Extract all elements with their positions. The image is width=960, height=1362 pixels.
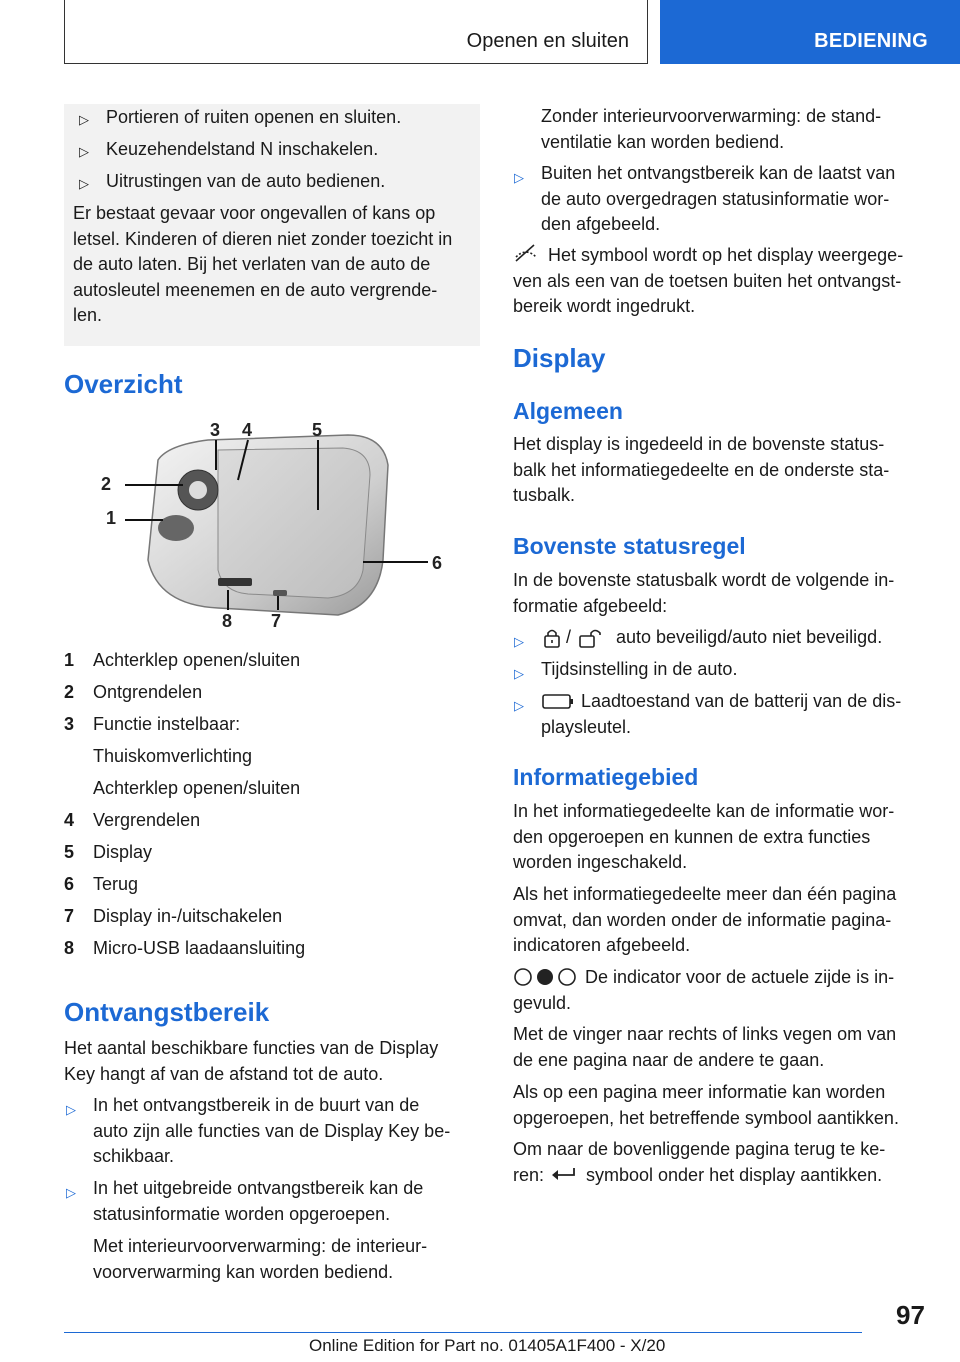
warning-text-line: Er bestaat gevaar voor ongevallen of kans op	[73, 203, 436, 223]
legend-number: 2	[64, 682, 75, 702]
legend-number: 7	[64, 906, 75, 926]
info-line: worden ingeschakeld.	[513, 852, 688, 872]
ontvangst-bullet-line: den afgebeeld.	[541, 214, 661, 234]
info-line: Als het informatiegedeelte meer dan één pagina	[513, 884, 897, 904]
ontvangst-bullet-line: de auto overgedragen statusinformatie wor-	[541, 188, 890, 209]
info-line: de ene pagina naar de andere te gaan.	[513, 1049, 825, 1070]
legend-number: 3	[64, 714, 75, 734]
chapter-title: BEDIENING	[814, 30, 928, 52]
legend-label: Terug	[93, 874, 139, 894]
legend-label: Vergrendelen	[93, 810, 201, 830]
bullet-triangle-icon: ▷	[66, 1185, 76, 1200]
warning-text-line: autosleutel meenemen en de auto vergrende-	[73, 279, 438, 300]
legend-label: Ontgrendelen	[93, 682, 203, 702]
algemeen-line: Het display is ingedeeld in de bovenste status-	[513, 434, 885, 454]
battery-icon	[541, 692, 575, 712]
heading-algemeen: Algemeen	[513, 398, 623, 424]
symbol-note-line: Het symbool wordt op het display weergege-	[548, 245, 904, 265]
ontvangst-sub-line: Met interieurvoorverwarming: de interieur-	[93, 1236, 428, 1256]
legend-label: Achterklep openen/sluiten	[93, 650, 301, 670]
bullet-triangle-icon: ▷	[79, 112, 89, 127]
info-line: symbool onder het display aantikken.	[586, 1164, 883, 1185]
callout-label: 2	[101, 474, 112, 494]
ontvangst-sub-line: voorverwarming kan worden bediend.	[93, 1261, 394, 1282]
heading-ontvangstbereik: Ontvangstbereik	[64, 997, 270, 1027]
legend-number: 4	[64, 810, 75, 830]
warning-bullet: Keuzehendelstand N inschakelen.	[106, 139, 379, 159]
display-key-illustration	[98, 410, 458, 640]
callout-label: 6	[432, 553, 443, 573]
info-line: ren:	[513, 1164, 545, 1185]
status-separator: /	[566, 627, 572, 647]
info-line: indicatoren afgebeeld.	[513, 935, 691, 955]
callout-label: 3	[210, 420, 221, 440]
symbol-note-line: ven als een van de toetsen buiten het ontvangst-	[513, 270, 902, 291]
statusregel-intro-line: In de bovenste statusbalk wordt de volgende in-	[513, 570, 895, 590]
info-line: gevuld.	[513, 992, 572, 1013]
warning-bullet: Uitrustingen van de auto bedienen.	[106, 171, 386, 191]
statusregel-bullet: playsleutel.	[541, 716, 632, 737]
ontvangst-bullet-line: Buiten het ontvangstbereik kan de laatst van	[541, 163, 896, 183]
lock-closed-icon	[543, 627, 561, 649]
header-chapter-box	[660, 0, 960, 64]
ontvangst-sub-line: Zonder interieurvoorverwarming: de stand-	[541, 106, 882, 126]
info-line: Met de vinger naar rechts of links vegen om van	[513, 1024, 897, 1044]
warning-text-line: len.	[73, 305, 103, 325]
ontvangst-bullet-line: statusinformatie worden opgeroepen.	[93, 1203, 391, 1224]
statusregel-bullet: auto beveiligd/auto niet beveiligd.	[616, 627, 883, 647]
warning-text-line: de auto laten. Bij het verlaten van de auto de	[73, 254, 431, 274]
statusregel-bullet: Tijdsinstelling in de auto.	[541, 659, 738, 679]
info-line: opgeroepen, het betreffende symbool aantikken.	[513, 1107, 899, 1128]
no-signal-icon	[513, 243, 539, 263]
algemeen-line: tusbalk.	[513, 485, 576, 505]
legend-label: Display	[93, 842, 153, 862]
heading-overzicht: Overzicht	[64, 369, 183, 399]
legend-number: 1	[64, 650, 75, 670]
callout-label: 7	[271, 611, 282, 631]
lock-open-icon	[578, 627, 606, 649]
legend-label: Display in-/uitschakelen	[93, 906, 283, 926]
bullet-triangle-icon: ▷	[514, 170, 524, 185]
warning-text-line: letsel. Kinderen of dieren niet zonder toezicht in	[73, 228, 453, 249]
bullet-triangle-icon: ▷	[79, 176, 89, 191]
header-section-box	[64, 0, 648, 64]
callout-label: 4	[242, 420, 253, 440]
bullet-triangle-icon: ▷	[514, 698, 524, 713]
edition-text: Online Edition for Part no. 01405A1F400 - X/20	[309, 1336, 666, 1355]
ontvangst-intro-line: Het aantal beschikbare functies van de Display	[64, 1038, 439, 1058]
legend-label: Functie instelbaar:	[93, 714, 241, 734]
info-line: In het informatiegedeelte kan de informatie wor-	[513, 801, 895, 821]
back-arrow-icon	[548, 1165, 578, 1185]
info-line: De indicator voor de actuele zijde is in-	[585, 967, 895, 987]
info-line: den opgeroepen en kunnen de extra functies	[513, 826, 871, 847]
warning-bullet: Portieren of ruiten openen en sluiten.	[106, 107, 402, 127]
heading-bovenste-statusregel: Bovenste statusregel	[513, 533, 746, 559]
page-indicator-icon	[513, 966, 579, 988]
bullet-triangle-icon: ▷	[514, 634, 524, 649]
callout-label: 1	[106, 508, 117, 528]
info-line: Om naar de bovenliggende pagina terug te ke-	[513, 1139, 886, 1159]
algemeen-line: balk het informatiegedeelte en de onderste sta-	[513, 459, 890, 480]
bullet-triangle-icon: ▷	[514, 666, 524, 681]
heading-display: Display	[513, 343, 606, 373]
ontvangst-bullet-line: auto zijn alle functies van de Display Key be-	[93, 1120, 451, 1141]
bullet-triangle-icon: ▷	[79, 144, 89, 159]
info-line: omvat, dan worden onder de informatie pagina-	[513, 909, 892, 930]
legend-number: 5	[64, 842, 75, 862]
legend-sub-label: Achterklep openen/sluiten	[93, 778, 301, 798]
statusregel-intro-line: formatie afgebeeld:	[513, 595, 668, 616]
legend-sub-label: Thuiskomverlichting	[93, 746, 253, 766]
ontvangst-bullet-line: In het ontvangstbereik in de buurt van de	[93, 1095, 420, 1115]
section-title: Openen en sluiten	[466, 30, 629, 52]
bullet-triangle-icon: ▷	[66, 1102, 76, 1117]
legend-label: Micro-USB laadaansluiting	[93, 938, 306, 958]
callout-label: 5	[312, 420, 323, 440]
legend-number: 6	[64, 874, 75, 894]
ontvangst-intro-line: Key hangt af van de afstand tot de auto.	[64, 1063, 384, 1084]
footer-divider	[64, 1332, 862, 1333]
page-number: 97	[896, 1300, 925, 1330]
statusregel-bullet: Laadtoestand van de batterij van de dis-	[581, 691, 902, 711]
ontvangst-bullet-line: In het uitgebreide ontvangstbereik kan de	[93, 1178, 424, 1198]
legend-number: 8	[64, 938, 75, 958]
callout-label: 8	[222, 611, 233, 631]
heading-informatiegebied: Informatiegebied	[513, 764, 699, 790]
ontvangst-sub-line: ventilatie kan worden bediend.	[541, 131, 785, 152]
ontvangst-bullet-line: schikbaar.	[93, 1146, 175, 1166]
symbol-note-line: bereik wordt ingedrukt.	[513, 296, 696, 316]
info-line: Als op een pagina meer informatie kan worden	[513, 1082, 886, 1102]
